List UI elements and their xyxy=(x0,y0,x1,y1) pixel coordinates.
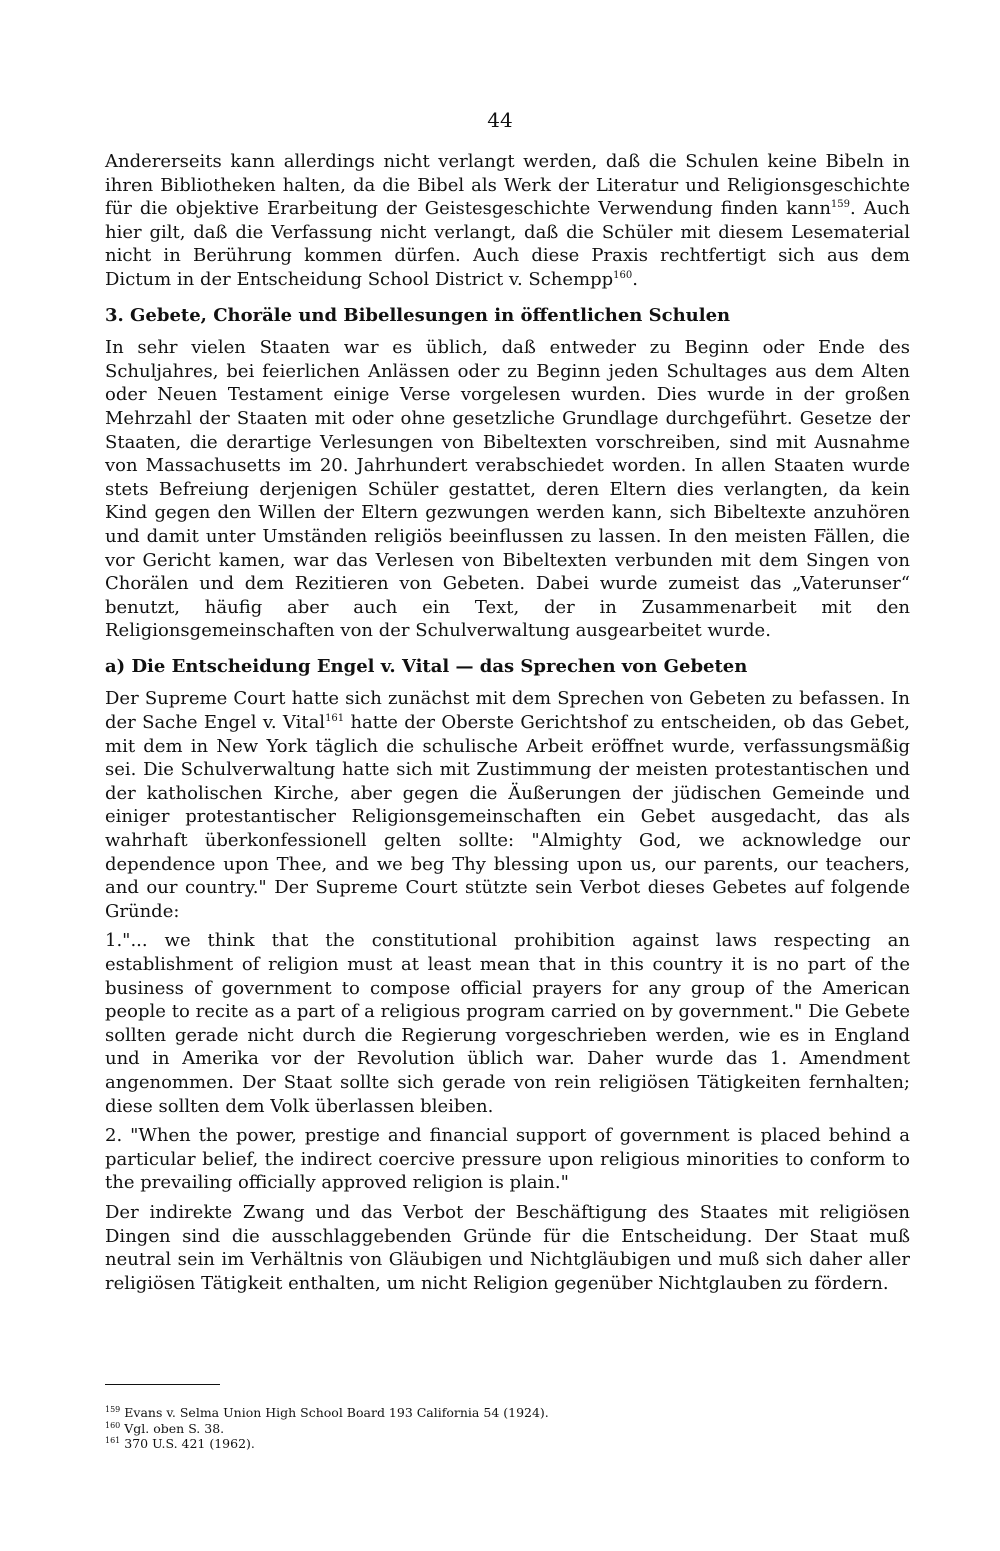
section-heading-3: 3. Gebete, Choräle und Bibellesungen in öffentlichen Schulen xyxy=(105,304,731,326)
footnote-divider xyxy=(105,1384,220,1385)
paragraph-1-text-2: . Auch hier gilt, daß die Verfassung nicht verlangt, daß die Schüler mit diesem Lesematerial nicht in Berührung kommen dürfen. Auch diese Praxis rechtfertigt sich aus dem Dictum in der Entscheidung School District v. Schempp xyxy=(105,198,910,290)
page-number: 44 xyxy=(487,108,513,132)
paragraph-3 xyxy=(105,687,910,923)
footnote-ref-159: 159 xyxy=(830,199,851,211)
footnotes xyxy=(105,1405,805,1452)
main-text xyxy=(105,150,910,1295)
footnote-ref-161: 161 xyxy=(325,713,345,725)
footnote-number: 159 xyxy=(105,1404,121,1414)
subsection-heading-a: a) Die Entscheidung Engel v. Vital — das Sprechen von Gebeten xyxy=(105,655,748,677)
paragraph-1-end: . xyxy=(632,268,638,290)
paragraph-2: In sehr vielen Staaten war es üblich, daß entweder zu Beginn oder Ende des Schuljahres, bei feierlichen Anlässen oder zu Beginn jeden Schultages aus dem Alten oder Neuen Testament einige Verse vorgelesen wurden. Dies wurde in der großen Mehrzahl der Staaten mit oder ohne gesetzliche Grundlage durchgeführt. Gesetze der Staaten, die derartige Verlesungen von Bibeltexten vorschreiben, sind mit Ausnahme von Massachusetts im 20. Jahrhundert verabschiedet worden. In allen Staaten wurde stets Befreiung derjenigen Schüler gestattet, deren Eltern dies verlangten, da kein Kind gegen den Willen der Eltern gezwungen werden kann, sich Bibeltexte anzuhören und damit unter Umständen religiös beeinflussen zu lassen. In den meisten Fällen, die vor Gericht kamen, war das Verlesen von Bibeltexten verbunden mit dem Singen von Chorälen und dem Rezitieren von Gebeten. Dabei wurde zumeist das „Vaterunser“ benutzt, häufig aber auch ein Text, der in Zusammenarbeit mit den Religionsgemeinschaften von der Schulverwaltung ausgearbeitet wurde. xyxy=(105,337,910,642)
footnote-number: 160 xyxy=(105,1420,121,1430)
footnote-ref-160: 160 xyxy=(613,269,633,281)
footnote-text: Vgl. oben S. 38. xyxy=(124,1420,225,1436)
paragraph-1-text: Andererseits kann allerdings nicht verlangt werden, daß die Schulen keine Bibeln in ihren Bibliotheken halten, da die Bibel als Werk der Literatur und Religionsgeschichte für die objektive Erarbeitung der Geistesgeschichte Verwendung finden kann xyxy=(105,151,910,220)
footnote-text: Evans v. Selma Union High School Board 193 California 54 (1924). xyxy=(124,1405,549,1420)
paragraph-4: 1."... we think that the constitutional prohibition against laws respecting an establishment of religion must at least mean that in this country it is no part of the business of government to compose official prayers for any group of the American people to recite as a part of a religious program carried on by government." Die Gebete sollten gerade nicht durch die Regierung vorgeschrieben werden, wie es in England und in Amerika vor der Revolution üblich war. Daher wurde das 1. Amendment angenommen. Der Staat sollte sich gerade von rein religiösen Tätigkeiten fernhalten; diese sollten dem Volk überlassen bleiben. xyxy=(105,930,910,1117)
footnote-161 xyxy=(105,1436,805,1452)
paragraph-1 xyxy=(105,150,910,292)
paragraph-3-text: Der Supreme Court hatte sich zunächst mit dem Sprechen von Gebeten zu befassen. In der Sache Engel v. Vital xyxy=(105,688,910,734)
footnote-text: 370 U.S. 421 (1962). xyxy=(124,1436,255,1451)
footnote-160 xyxy=(105,1421,805,1437)
footnote-number: 161 xyxy=(105,1435,121,1445)
paragraph-5: 2. "When the power, prestige and financial support of government is placed behind a particular belief, the indirect coercive pressure upon religious minorities to conform to the prevailing officially approved religion is plain." xyxy=(105,1125,910,1194)
paragraph-6: Der indirekte Zwang und das Verbot der Beschäftigung des Staates mit religiösen Dingen sind die ausschlaggebenden Gründe für die Entscheidung. Der Staat muß neutral sein im Verhältnis von Gläubigen und Nichtgläubigen und muß sich daher aller religiösen Tätigkeit enthalten, um nicht Religion gegenüber Nichtglauben zu fördern. xyxy=(105,1201,910,1294)
footnote-159 xyxy=(105,1405,805,1421)
paragraph-3-text-2: hatte der Oberste Gerichtshof zu entscheiden, ob das Gebet, mit dem in New York täglich die schulische Arbeit eröffnet wurde, verfassungsmäßig sei. Die Schulverwaltung hatte sich mit Zustimmung der meisten protestantischen und der katholischen Kirche, aber gegen die Äußerungen der jüdischen Gemeinde und einiger protestantischer Religionsgemeinschaften ein Gebet ausgedacht, das als wahrhaft überkonfessionell gelten sollte: "Almighty God, we acknowledge our dependence upon Thee, and we beg Thy blessing upon us, our parents, our teachers, and our country." Der Supreme Court stützte sein Verbot dieses Gebetes auf folgende Gründe: xyxy=(105,712,910,922)
